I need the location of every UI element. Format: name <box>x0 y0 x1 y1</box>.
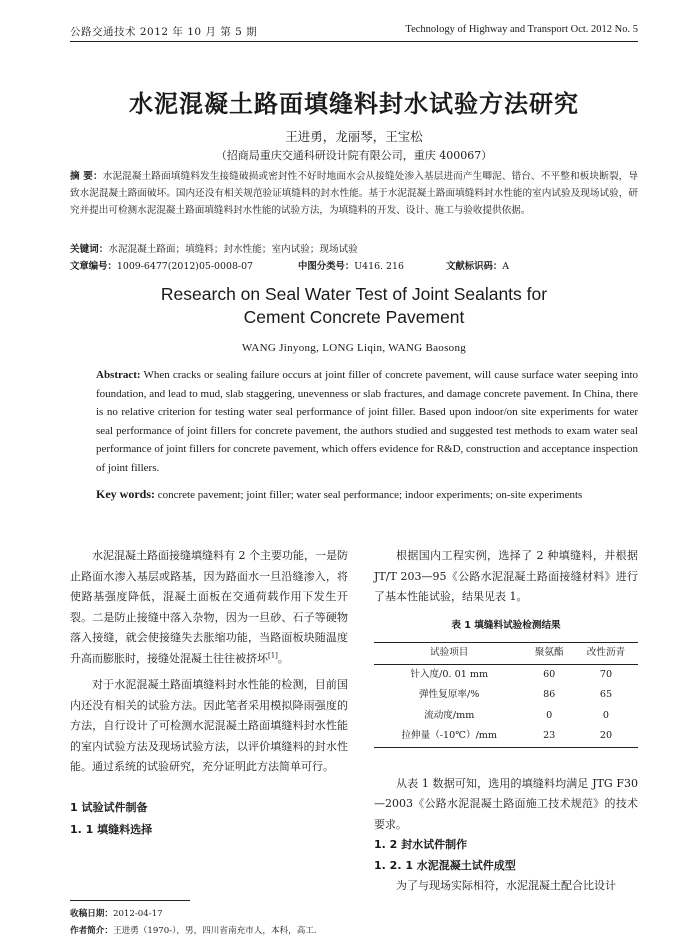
subsubsection-heading: 1. 2. 1 水泥混凝土试件成型 <box>374 858 516 872</box>
table-header-cell: 改性沥青 <box>574 643 638 665</box>
table-cell: 针入度/0. 01 mm <box>410 668 489 680</box>
abstract-cn <box>70 168 638 219</box>
table-cell: 65 <box>599 689 613 700</box>
table-cell: 0 <box>602 709 610 721</box>
author-list-en: WANG Jinyong, LONG Liqin, WANG Baosong <box>241 342 467 354</box>
affiliation: （招商局重庆交通科研设计院有限公司，重庆 400067） <box>215 149 493 162</box>
table-cell: 70 <box>599 668 613 680</box>
received-date <box>70 906 348 923</box>
table-cell: 弹性复原率/% <box>419 689 480 700</box>
article-number-label: 文章编号： <box>70 261 117 272</box>
received-date-value: 2012-04-17 <box>112 909 163 919</box>
article-number <box>70 258 253 272</box>
table-cell: 20 <box>574 726 638 747</box>
keywords-cn-label: 关键词： <box>70 244 109 255</box>
abstract-cn-text: 水泥混凝土路面填缝料发生接缝破损或密封性不好时地面水会从接缝处渗入基层进而产生唧泥、错台、不平整和板块断裂，导致水泥混凝土路面破坏。国内还没有相关规范验证填缝料的封水性能。基于水泥混凝土路面填缝料封水性能的室内试验及现场试验，研究并提出可检测水泥混凝土路面填缝料封水性能的试验方法，为填缝料的开发、设计、施工与验收提供依据。 <box>70 171 639 216</box>
running-head-journal-cn: 公路交通技术 2012 年 10 月 第 5 期 <box>70 26 258 38</box>
author-list: 王进勇，龙丽琴，王宝松 <box>285 129 423 144</box>
table-row <box>374 726 638 747</box>
document-code <box>446 258 509 272</box>
keywords-en-text: concrete pavement; joint filler; water seal performance; indoor experiments; on-site experiments <box>155 489 583 501</box>
keywords-en <box>96 485 638 505</box>
paper-title: 水泥混凝土路面填缝料封水试验方法研究 <box>129 89 579 118</box>
table-header-cell: 聚氨酯 <box>524 643 574 665</box>
body-column-right <box>374 546 638 897</box>
author-bio-value: 王进勇（1970-），男，四川省南充市人，本科，高工. <box>112 926 317 936</box>
citation: [1] <box>268 650 278 659</box>
keywords-en-label: Key words: <box>96 487 155 501</box>
table-header-row <box>374 643 638 665</box>
received-date-label: 收稿日期： <box>70 909 113 919</box>
body-paragraph: 对于水泥混凝土路面填缝料封水性能的检测，目前国内还没有相关的试验方法。因此笔者采用模拟降雨强度的方法，自行设计了可检测水泥混凝土路面填缝料封水性能的室内试验方法及现场试验方法，以评价填缝料的封水性能。通过系统的试验研究，充分证明此方法简单可行。 <box>70 678 348 773</box>
body-paragraph: 为了与现场实际相符，水泥混凝土配合比设计 <box>396 879 616 892</box>
table-header-cell: 试验项目 <box>374 643 524 665</box>
section-heading: 1 试验试件制备 <box>70 800 148 814</box>
running-head-journal-en: Technology of Highway and Transport Oct. 2012 No. 5 <box>405 24 638 35</box>
footnote-divider <box>70 900 190 901</box>
table-row <box>374 706 638 727</box>
keywords-cn <box>70 241 638 255</box>
table-cell: 流动度/mm <box>424 709 475 721</box>
title-en-line2: Cement Concrete Pavement <box>243 307 465 327</box>
table-row <box>374 685 638 706</box>
table-cell: 60 <box>543 668 556 680</box>
table-cell: 86 <box>543 689 556 700</box>
abstract-cn-label: 摘 要： <box>70 171 103 182</box>
body-paragraph <box>70 546 348 669</box>
table-row <box>374 664 638 685</box>
running-head <box>70 22 638 42</box>
footnote <box>70 906 348 940</box>
paper-title-en <box>70 283 638 329</box>
title-en-line1: Research on Seal Water Test of Joint Sealants for <box>160 284 548 304</box>
subsection-heading: 1. 1 填缝料选择 <box>70 823 153 836</box>
clc-number-label: 中图分类号： <box>298 261 355 272</box>
author-bio <box>70 923 348 940</box>
abstract-en-label: Abstract: <box>96 369 141 381</box>
subsection-heading: 1. 2 封水试件制作 <box>374 838 468 851</box>
body-paragraph-end: 。 <box>277 651 289 665</box>
table-cell: 0 <box>546 709 553 721</box>
body-column-left <box>70 546 348 841</box>
data-table <box>374 642 638 748</box>
body-paragraph: 根据国内工程实例，选择了 2 种填缝料，并根据 JT/T 203—95《公路水泥混凝土路面接缝材料》进行了基本性能试验，结果见表 1。 <box>374 549 638 603</box>
article-number-value: 1009-6477(2012)05-0008-07 <box>116 261 254 272</box>
body-paragraph: 从表 1 数据可知，选用的填缝料均满足 JTG F30—2003《公路水泥混凝土路面施工技术规范》的技术要求。 <box>374 776 638 831</box>
document-code-value: A <box>502 261 510 272</box>
document-code-label: 文献标识码： <box>446 261 503 272</box>
body-paragraph-text: 水泥混凝土路面接缝填缝料有 2 个主要功能，一是防止路面水渗入基层或路基，因为路面水一旦沿缝渗入，将使路基强度降低，混凝土面板在交通荷载作用下发生开裂。二是防止接缝中落入杂物，因为一旦砂、石子等硬物落入接缝，就会使接缝失去胀缩功能，当路面板块随温度升高而膨胀时，接缝处混凝土往往被挤坏 <box>70 549 348 665</box>
author-bio-label: 作者简介： <box>70 926 113 936</box>
abstract-en-text: When cracks or sealing failure occurs at joint filler of concrete pavement, will cause surface water seeping into foundation, and lead to mud, slab staggering, unevenness or slab fractures, and damage concrete pavement. In China, there is no relative criterion for testing water seal performance of joint filler. Based upon indoor/on site experiments for water seal performance of joint fillers for concrete pavement, the authors studied and suggested test methods to exam water seal performance of joint fillers for concrete pavement, which offers evidence for R&D, construction and acceptance inspection of joint fillers. <box>96 369 638 474</box>
clc-number-value: U416. 216 <box>354 261 404 272</box>
table-cell: 拉伸量（-10℃）/mm <box>374 726 524 747</box>
table-cell: 23 <box>524 726 574 747</box>
abstract-en <box>96 366 638 477</box>
keywords-cn-text: 水泥混凝土路面；填缝料；封水性能；室内试验；现场试验 <box>108 244 358 255</box>
clc-number <box>298 258 404 272</box>
table-caption: 表 1 填缝料试验检测结果 <box>451 619 561 631</box>
